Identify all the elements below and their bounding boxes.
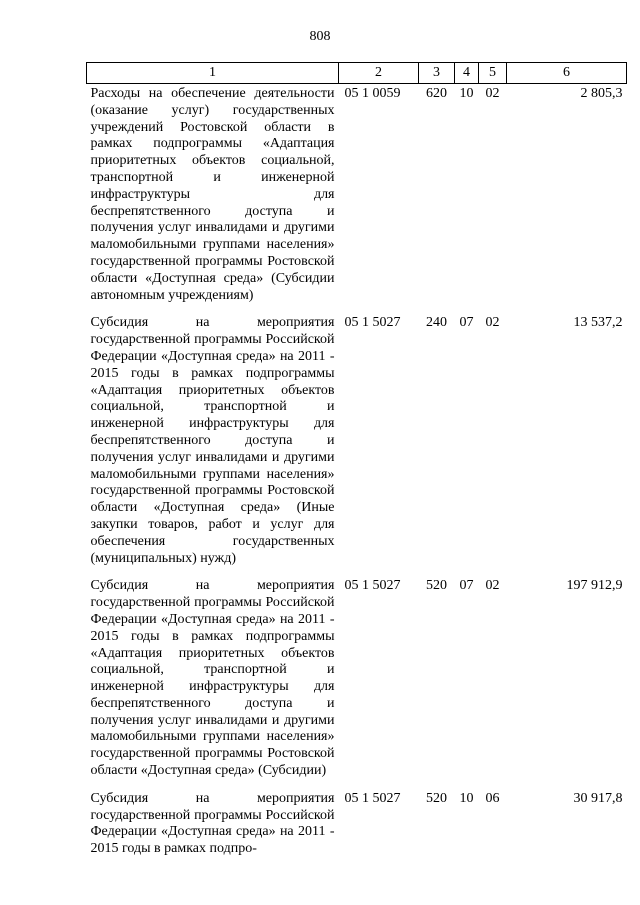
row-subsection: 02 (485, 578, 500, 594)
row-target-code: 05 1 5027 (344, 790, 401, 806)
header-col-6: 6 (507, 63, 627, 84)
row-amount: 2 805,3 (580, 86, 623, 101)
row-expense-type: 620 (426, 86, 447, 101)
row-target-code: 05 1 5027 (344, 578, 401, 594)
row-section: 07 (459, 578, 474, 594)
header-col-2: 2 (339, 63, 419, 84)
header-col-1: 1 (87, 63, 339, 84)
row-section: 07 (459, 315, 474, 331)
row-expense-type: 520 (426, 578, 447, 594)
row-expense-type: 240 (426, 315, 447, 331)
table-row (87, 84, 627, 314)
page-number: 808 (309, 29, 331, 44)
table-row (87, 789, 627, 858)
row-subsection: 02 (485, 315, 500, 331)
row-expense-type: 520 (426, 790, 447, 806)
budget-table (86, 62, 627, 858)
header-row (87, 63, 627, 84)
row-section: 10 (459, 86, 474, 101)
row-amount: 13 537,2 (573, 315, 623, 331)
row-subsection: 02 (485, 86, 500, 101)
row-description: Расходы на обеспечение деятельности (оказание услуг) государственных учреждений Ростовской области в рамках подпрограммы «Адаптация приоритетных объектов социальной, транспортной и инженерной инфраструктуры для беспрепятственного доступа и получения услуг инвалидами и другими маломобильными группами населения» государственной программы Ростовской области «Доступная среда» (Субсидии автономным учреждениям) (90, 86, 335, 303)
header-col-5: 5 (479, 63, 507, 84)
header-col-4: 4 (455, 63, 479, 84)
row-amount: 30 917,8 (573, 790, 623, 806)
row-subsection: 06 (485, 790, 500, 806)
row-description: Субсидия на мероприятия государственной программы Российской Федерации «Доступная среда» на 2011 - 2015 годы в рамках подпрограммы «Адаптация приоритетных объектов социальной, транспортной и инженерной инфраструктуры для беспрепятственного доступа и получения услуг инвалидами и другими маломобильными группами населения» государственной программы Ростовской области «Доступная среда» (Субсидии) (90, 578, 335, 779)
row-section: 10 (459, 790, 474, 806)
row-description: Субсидия на мероприятия государственной программы Российской Федерации «Доступная среда» на 2011 - 2015 годы в рамках подпрограммы «Адаптация приоритетных объектов социальной, транспортной и инженерной инфраструктуры для беспрепятственного доступа и получения услуг инвалидами и другими маломобильными группами населения» государственной программы Ростовской области «Доступная среда» (Иные закупки товаров, работ и услуг для обеспечения государственных (муниципальных) нужд) (90, 315, 335, 566)
header-col-3: 3 (419, 63, 455, 84)
table-row (87, 576, 627, 789)
table-row (87, 313, 627, 576)
row-amount: 197 912,9 (566, 578, 623, 594)
row-target-code: 05 1 5027 (344, 315, 401, 331)
row-description: Субсидия на мероприятия государственной программы Российской Федерации «Доступная среда» на 2011 - 2015 годы в рамках подпро- (90, 790, 335, 857)
row-target-code: 05 1 0059 (344, 86, 401, 101)
